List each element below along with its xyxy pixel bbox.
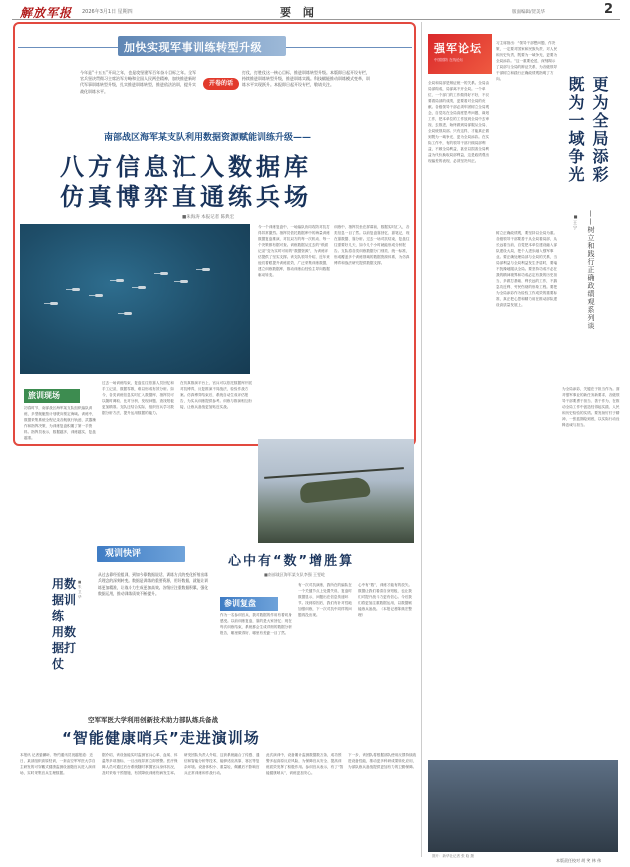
ship-mark [72, 288, 80, 291]
opinion-subtitle: ——树立和践行正确政绩观系列谈 [587, 210, 595, 330]
ship-mark [180, 280, 188, 283]
opinion-intro-text: 习主席指出：“领导干部想问题、作决策，一定要对国家和民族负责、对人民和历史负责，既要为一域争光，更要为全局添彩。”这一重要论述，深刻揭示了局部与全局的辩证关系，为各级领导干部树立和践行正确政绩观指明了方向。 [496, 41, 558, 81]
ship-mark [138, 286, 146, 289]
opinion-column-1: 全局和局部是辩证统一的关系。全局由局部构成，局部离不开全局。一个单位、一个部门的工作做得好不好，不仅要看局部的成绩，更要看对全局的贡献。各级领导干部必须牢固树立全局观念，自觉站在全局高度思考问题、谋划工作，把本单位的工作放到全局中去审视、去推进，始终做到局部服从全局、全局统领局部。只有这样，才能真正做到既为一域争光、更为全局添彩。在实际工作中，有的领导干部只顾局部利益，不顾全局利益，甚至以损害全局利益为代价换取局部利益，这是政绩观出现偏差的表现，必须坚决纠正。 [428, 81, 490, 163]
column-divider [421, 22, 422, 857]
issue-date: 2026年3月1日 星期四 [82, 9, 133, 15]
second-article-byline: ■南部战区海军某支队李强 王雯屹 [264, 572, 326, 577]
second-article-column-3: 心中有“数”，训练才能有的放矢。数据让我们看清自身短板，也让我们对提升战斗力更有信心。今后我们将更加注重数据运用，以数据赋能练兵备战。（本报记者陈典宏整理） [358, 583, 413, 617]
column-banner-title: 加快实现军事训练转型升级 [124, 41, 262, 54]
editor-note-left: 今年是“十五五”开局之年，也是攻坚建军百年奋斗目标之年。全军官兵坚决贯彻习主席治军方略和全国人民两会精神，加快推进新时代军事训练转型升级，扎实推进训练转型，推进依法治训，提升实战化训练水平。 [80, 70, 197, 94]
bottom-article-subtitle: 空军军医大学利用创新技术助力部队练兵备战 [88, 716, 218, 724]
main-headline-line2: 仿真博弈直通练兵场 [60, 182, 312, 211]
opinion-photo-caption: 图片：新华社记者 张 晗 摄 [432, 854, 474, 858]
newspaper-logo: 解放军报 [20, 6, 73, 20]
main-article-byline: ■朱海涛 本报记者 陈典宏 [182, 215, 235, 220]
ship-mark [160, 272, 168, 275]
field-report-text: 初春时节，南部战区海军某支队组织编队训练，多型舰艇按计划驶向预定海域。训练中，数据采集系统全程记录各舰航行轨迹、武器操作和指挥决策，为训练复盘积累了第一手资料。指挥员表示，数据越多，训练越实，复盘越准。 [24, 406, 96, 440]
main-article-column-1: 今一个训练复盘中，一场编队协同攻防对抗打得异常激烈。指挥员依托数据库中的海量训练数据复盘推演，对抗双方的每一次机动、每一个决策都有据可查。训练数据从过去的“纸面记录”变为实时可用的“数据资源”，为训练评估提供了坚实支撑。该支队领导介绍，近年来他们着眼提升训练质效，广泛采集训练数据，建立训练数据库，推动训练由经验主导向数据驱动转变。 [258, 225, 330, 277]
forum-subtitle: 中国国防 在线论坛 [434, 58, 464, 62]
bottom-article-column: 研发团队负责人介绍，这套系统融合了传感、通信和智能分析等技术，能够适应高原、寒区等复杂环境。设备体积小、重量轻，佩戴后不影响官兵正常训练和作战行动。 [184, 753, 260, 775]
second-article-column-1: 作为一名参训官兵，我对数据的作用有着切身感受。以前训练复盘，靠的是大家回忆；现在每次训练结束，系统都会生成详细的数据分析报告，哪里做得好、哪里有差距一目了然。 [220, 613, 292, 635]
page-footer: 本版责任校对 胡 笑 林 伟 [556, 858, 602, 863]
ship-mark [202, 268, 210, 271]
review-tag: 参训复盘 [220, 597, 278, 611]
main-article-subhead: 南部战区海军某支队利用数据资源赋能训练升级—— [104, 133, 312, 143]
section-title: 要 闻 [280, 6, 318, 19]
bottom-article-column: 下一步，该团队将根据部队使用反馈持续改进设备性能，推动更多科研成果转化应用，为部队练兵备战提供更加有力的卫勤保障。 [348, 753, 417, 769]
quick-review-text: 从过去靠经验组训，到如今靠数据说话，训练方式的变化折射出练兵理念的深刻转变。数据是训练的重要资源，用好数据，就能让训练更加精准，让战斗力生成更加高效。各级应注重数据积累，强化数据运用，推动训练质效不断提升。 [98, 572, 209, 596]
ship-mark [116, 279, 124, 282]
masthead [12, 4, 620, 20]
field-report-tag: 旅训现场 [24, 389, 80, 403]
bottom-article-title: “智能健康哨兵”走进演训场 [62, 729, 260, 747]
main-article-column-3: 过去一场训练结束，复盘往往依靠人员回忆和手工记录，数据零散，难以形成有效分析。如今，各类训练信息实时汇入数据库，指挥员可以随时调取、比对分析，发现问题、查找短板更加精准。支队还结合实际，组织官兵学习数据分析方法，提升运用数据的能力。 [102, 381, 174, 415]
main-article-column-2: 训练中，指挥员坐在屏幕前，数据实时汇入，各类信息一目了然。以前复盘靠回忆、靠笔记，现在靠数据、靠分析。过去一场对抗结束，复盘往往需要好几天，如今几个小时就能形成分析报告。支队将各类训练数据分门别类、统一标准，形成覆盖多个训练领域的数据资源体系，为仿真博弈和战法研究提供数据支撑。 [334, 225, 410, 265]
main-headline-line1: 八方信息汇入数据库 [60, 152, 312, 181]
ship-mark [95, 294, 103, 297]
commentary-title: 用数据训练 用数据打仗 [52, 577, 77, 671]
second-article-title: 心中有“数”增胜算 [228, 554, 355, 569]
opinion-title-part1: 既为一域争光 [566, 76, 585, 184]
forum-title: 强军论坛 [434, 42, 482, 55]
main-article-column-4: 在仿真推演平台上，官兵可以依托数据库开展对抗博弈，反复推演不同战法，检验作战方案。仿真博弈结束后，系统自动生成评估报告，为实兵训练提供参考。训练与推演相互衔接，让练兵备战更加贴近实战。 [180, 381, 252, 409]
page-number: 2 [604, 2, 614, 17]
opinion-title-part2: 更为全局添彩 [590, 76, 609, 184]
opinion-column-3: 为全局添彩，关键在于担当作为。面对强军事业的新任务新要求，各级领导干部要勇于担当、善于作为，在推动全局工作中创造经得起实践、人民和历史检验的实绩。要发扬钉钉子精神，一张蓝图绘到底，以实际行动诠释忠诚与担当。 [562, 387, 620, 427]
bottom-article-column: 本报讯 记者晏鹏昕、特约通讯员祝越报道：近日，某部组织高原驻训，一套由空军军医大学自主研发的可穿戴式健康监测设备随官兵进入演训场，实时采集官兵生理数据。 [20, 753, 96, 775]
page-editor: 版面编辑/贺美华 [512, 10, 546, 15]
opinion-column-2: 树立正确政绩观，要坚持以全局为重。各级领导干部要善于从全局看局部，从长远看当前，自觉把本单位建设融入部队建设大局，把个人进步融入强军事业。要正确处理局部与全局的关系，当局部利益与全局利益发生矛盾时，要毫不犹豫地服从全局。要坚持功成不必在我的精神境界和功成必定有我的历史担当，多做打基础、利长远的工作，不搞急功近利、劳民伤财的形象工程。要把为全局添彩作为检验工作成效的重要标准，真正把心思和精力用在推动部队建设高质量发展上。 [496, 231, 558, 307]
ship-mark [50, 302, 58, 305]
naval-formation-photo [20, 224, 250, 374]
second-article-column-2: 有一次对抗演练，我所在的编队在一个关键节点上处置失误，复盘时数据显示，问题出在信息传递环节。找到原因后，我们有针对性地加强训练，下一次对抗中同样的问题再没出现。 [298, 583, 352, 617]
quick-review-tag: 观训快评 [97, 546, 185, 562]
commentary-byline: ■朱卫华 [78, 580, 82, 599]
opinion-author: ■ 王 宁 [573, 214, 578, 230]
ship-mark [124, 312, 132, 315]
bottom-article-column: 此次演训中，设备累计监测数据数万条，成功预警多起高原反应风险，为保障官兵安全、提高训练质效发挥了积极作用。参训官兵表示，有了“智能健康哨兵”，训练更加安心。 [266, 753, 344, 775]
opinion-photo [428, 760, 618, 852]
editor-note-tag: 开卷的话 [203, 78, 239, 90]
bottom-article-column: 据介绍，该设备能实时监测官兵心率、血氧、体温等多项指标，一旦出现异常立即预警。医疗保障人员可通过后台系统随时掌握官兵身体状况，及时采取干预措施，有效降低训练伤病发生率。 [102, 753, 178, 775]
editor-note-right: 打仗，打胜仗这一核心目标，推进训练转型升级。本版即日起开设专栏，持续推进训练转型升级，推进训练实践。科技赋能推动训练模式变革，训练水平实现跃升。本报即日起开设专栏，敬请关注。 [242, 70, 370, 88]
